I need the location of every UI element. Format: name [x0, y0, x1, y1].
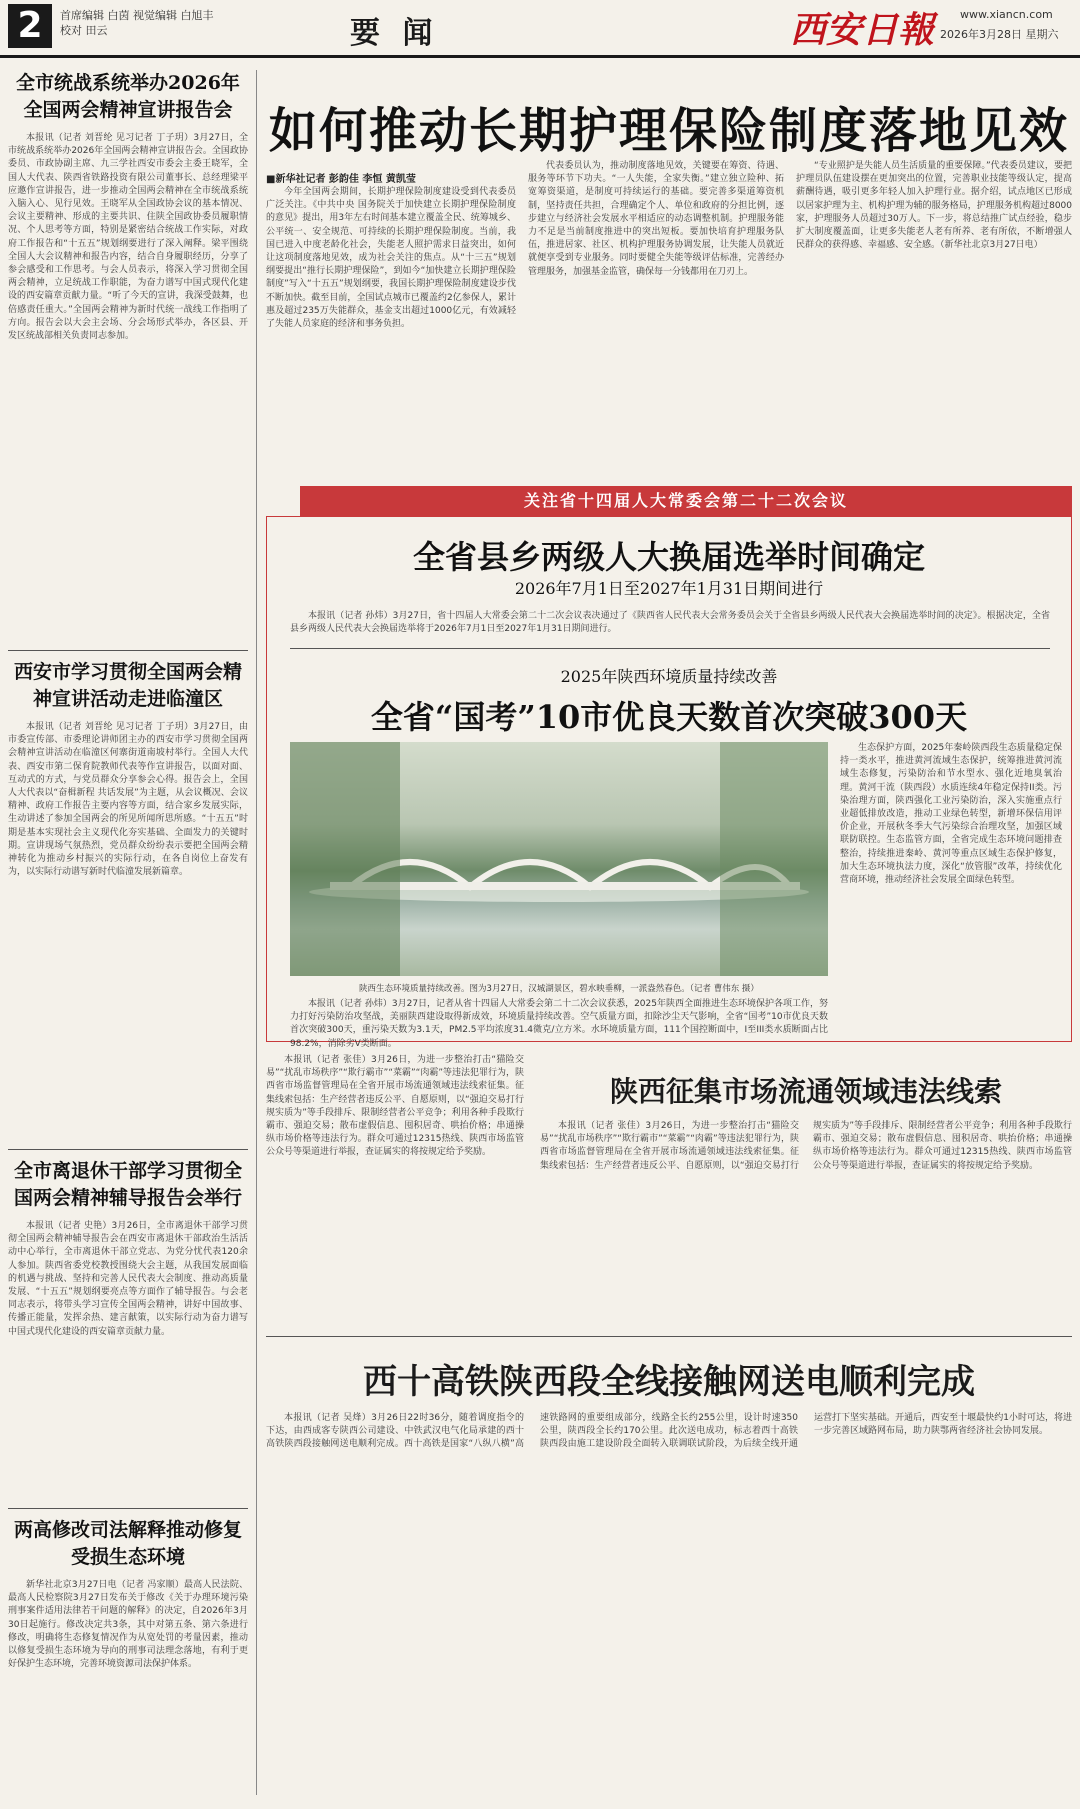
- divider: [290, 648, 1050, 649]
- lead-body-col1: [266, 186, 516, 476]
- article-title: 西安市学习贯彻全国两会精神宣讲活动走进临潼区: [13, 661, 242, 710]
- article-title: 全市离退休干部学习贯彻全国两会精神辅导报告会举行: [13, 1160, 242, 1209]
- divider: [8, 650, 248, 651]
- article-text: 本报讯（记者 刘晋纶 见习记者 丁子玥）3月27日，全市统战系统举办2026年全国两会精神宣讲报告会。全国政协委员、市政协副主席、九三学社西安市委会主委王晓军，全国人大代表、陕西省铁路投资有限公司董事长、总经理梁平应邀作宣讲报告，进一步推动全国两会精神在全市统战系统入脑入心、见行见效。王晓军从全国政协会议的基本情况、会议主要精神、形成的主要共识、住陕全国政协委员履职情况、个人思考等方面，特别是紧密结合统战工作实际，对政府工作报告和“十五五”规划纲要进行了深入阐释。梁平围绕全国人大会议精神和报告内容，结合自身履职经历，分享了参会感受和工作思考。与会人员表示，将深入学习贯彻全国两会精神，立足统战工作职能，为奋力谱写中国式现代化建设的西安篇章贡献力量。“听了今天的宣讲，我深受鼓舞，也倍感责任重大。”全国两会精神为新时代统一战线工作指明了方向。报告会以大会主会场、分会场形式举办，各区县、开发区统战部相关负责同志参加。: [8, 133, 248, 342]
- market-headline: 陕西征集市场流通领域违法线索: [609, 1075, 1002, 1108]
- proof-line: 校对 田云: [60, 24, 108, 37]
- feature-banner: 关注省十四届人大常委会第二十二次会议: [300, 486, 1072, 516]
- article-body: [8, 1579, 248, 1809]
- article-body: [8, 721, 248, 1141]
- lead-body-col3: [796, 160, 1072, 476]
- rail-body: [266, 1412, 1072, 1795]
- feature-subtitle-1: 2026年7月1日至2027年1月31日期间进行: [514, 579, 824, 598]
- article-text: 本报讯（记者 孙炜）3月27日，记者从省十四届人大常委会第二十二次会议获悉，2025年陕西全面推进生态环境保护各项工作，努力打好污染防治攻坚战，美丽陕西建设取得新成效，环境质量持续改善。空气质量方面，扣除沙尘天气影响，全省“国考”10市优良天数首次突破300天，重污染天数为3.1天，PM2.5平均浓度31.4微克/立方米。水环境质量方面，111个国控断面中，I至III类水质断面占比98.2%，消除劣V类断面。: [290, 999, 828, 1049]
- newspaper-logo: 西安日報: [790, 9, 935, 51]
- issue-date: 2026年3月28日 星期六: [940, 28, 1059, 41]
- lead-byline: ■新华社记者 彭韵佳 李恒 黄凯莹: [266, 174, 416, 185]
- rail-headline: 西十高铁陕西段全线接触网送电顺利完成: [363, 1362, 975, 1402]
- article-text: 今年全国两会期间，长期护理保险制度建设受到代表委员广泛关注。《中共中央 国务院关于加快建立长期护理保险制度的意见》提出，用3年左右时间基本建立覆盖全民、统筹城乡、公平统一、安全规范、可持续的长期护理保险制度。当前，我国已进入中度老龄化社会，失能老人照护需求日益突出，如何让这项制度落地见效，成为社会关注的焦点。从“十三五”规划纲要提出“推行长期护理保险”，到如今“加快建立长期护理保险制度”写入“十五五”规划纲要，我国长期护理保险制度建设步伐不断加快。截至目前，全国试点城市已覆盖约2亿参保人，累计惠及超过235万失能群众，基金支出超过1000亿元，有效减轻了失能人员家庭的经济和事务负担。: [266, 187, 516, 330]
- article-title: 全市统战系统举办2026年全国两会精神宣讲报告会: [16, 72, 240, 121]
- photo-caption: 陕西生态环境质量持续改善。图为3月27日，汉城湖景区，碧水映垂柳，一派盎然春色。（记者 曹伟东 摄）: [359, 984, 759, 994]
- feature-body-2-right: [840, 742, 1062, 1038]
- website: www.xiancn.com: [960, 8, 1053, 21]
- divider: [8, 1149, 248, 1150]
- article-text: 本报讯（记者 史艳）3月26日，全市离退休干部学习贯彻全国两会精神辅导报告会在西安市离退休干部政治生活活动中心举行，全市离退休干部立党志、为党分忧代表120余人参加。陕西省委党校教授围绕大会主题，从我国发展面临的机遇与挑战、坚持和完善人民代表大会制度、推动高质量发展、“十五五”规划纲要亮点等方面作了辅导报告。与会老同志表示，将带头学习宣传全国两会精神，讲好中国故事、传播正能量，发挥余热、建言献策，以实际行动为奋力谱写中国式现代化建设的西安篇章贡献力量。: [8, 1221, 248, 1337]
- feature-body-1: [290, 610, 1050, 638]
- divider: [266, 1336, 1072, 1337]
- divider: [8, 1508, 248, 1509]
- lead-body-col2: [528, 160, 784, 476]
- feature-kicker-2: 2025年陕西环境质量持续改善: [560, 667, 778, 686]
- article-text: 生态保护方面，2025年秦岭陕西段生态质量稳定保持一类水平，推进黄河流域生态保护，统筹推进黄河流域生态修复，污染防治和节水型水、强化近地臭氧治理。黄河干流（陕西段）水质连续4年稳定保持II类。污染治理方面，陕西强化工业污染防治，深入实施重点行业超低排放改造，推动工业绿色转型，新增环保信用评价企业，开展秋冬季大气污染综合治理攻坚，加强区域联防联控。生态监管方面，全省完成生态环境问题排查整治，持续推进秦岭、黄河等重点区域生态保护修复，加大生态环境执法力度，深化“放管服”改革，持续优化营商环境，推动经济社会发展全面绿色转型。: [840, 743, 1062, 886]
- article-text: 本报讯（记者 刘晋纶 见习记者 丁子玥）3月27日，由市委宣传部、市委理论讲师团主办的西安市学习贯彻全国两会精神宣讲活动在临潼区何寨街道南坡村举行。全国人大代表、西安市第二保育院教师代表等作宣讲报告，以面对面、互动式的方式，与党员群众分享参会心得。报告会上，全国人大代表以“奋楫新程 共话发展”为主题，从会议概况、会议精神、政府工作报告主要内容等方面，结合家乡发展实际，生动讲述了参加全国两会的所见所闻所思所感。“十五五”时期是基本实现社会主义现代化夯实基础、全面发力的关键时期。宣讲现场气氛热烈，党员群众纷纷表示要把全国两会精神转化为推动乡村振兴的实际行动，在各自岗位上奋发有为，以实际行动谱写新时代临潼发展新篇章。: [8, 722, 248, 878]
- market-body-lead: [266, 1054, 524, 1322]
- feature-body-2-left: [290, 998, 828, 1049]
- feature-title-2: 全省“国考”10市优良天数首次突破300天: [370, 698, 968, 736]
- article-title: 两高修改司法解释推动修复受损生态环境: [13, 1519, 242, 1568]
- lake-bridge-photo: [290, 742, 828, 976]
- article-body: [8, 132, 248, 642]
- column-rule: [256, 70, 257, 1795]
- editor-credits: [60, 8, 214, 38]
- photo-illustration: [290, 742, 828, 976]
- editor-line: 首席编辑 白茵 视觉编辑 白旭丰: [60, 9, 214, 22]
- market-body-cols: [540, 1120, 1072, 1320]
- article-text: 本报讯（记者 吴烽）3月26日22时36分，随着调度指令的下达，由西成客专陕西公司建设、中铁武汉电气化局承建的西十高铁陕西段接触网送电顺利完成。西十高铁是国家“八纵八横”高速铁路网的重要组成部分，线路全长约255公里，设计时速350公里，陕西段全长约170公里。此次送电成功，标志着西十高铁陕西段由施工建设阶段全面转入联调联试阶段，为后续全线开通运营打下坚实基础。开通后，西安至十堰最快约1小时可达，将进一步完善区域路网布局，助力陕鄂两省经济社会协同发展。: [266, 1413, 1072, 1450]
- article-body: [8, 1220, 248, 1500]
- article-text: 代表委员认为，推动制度落地见效，关键要在筹资、待遇、服务等环节下功夫。“一人失能，全家失衡。”建立独立险种、拓宽筹资渠道，是制度可持续运行的基础。要完善多渠道筹资机制，坚持责任共担，合理确定个人、单位和政府的分担比例，逐步建立与经济社会发展水平相适应的动态调整机制。护理服务能力不足是当前制度推进中的突出短板。要加快培育护理服务队伍，推进居家、社区、机构护理服务协调发展，让失能人员就近就便享受到专业服务。同时要健全失能等级评估标准，完善经办管理服务，加强基金监管，确保每一分钱都用在刀刃上。: [528, 161, 784, 277]
- article-text: 本报讯（记者 张佳）3月26日，为进一步整治打击“猫险交易”“扰乱市场秩序”“欺行霸市”“菜霸”“肉霸”等违法犯罪行为，陕西省市场监督管理局在全省开展市场流通领域违法线索征集。征集线索包括：生产经营者违反公平、自愿原则，以“强迫交易打行规实质为”等手段排斥、限制经营者公平竞争；利用各种手段欺行霸市、强迫交易；散布虚假信息、囤积居奇、哄抬价格；串通操纵市场价格等违法行为。群众可通过12315热线、陕西市场监管公众号等渠道进行举报，查证属实的将按规定给予奖励。: [266, 1055, 524, 1158]
- section-name: 要 闻: [350, 16, 439, 51]
- article-text: “专业照护是失能人员生活质量的重要保障。”代表委员建议，要把护理员队伍建设摆在更加突出的位置，完善职业技能等级认定，提高薪酬待遇，吸引更多年轻人加入护理行业。据介绍，试点地区已形成以居家护理为主、机构护理为辅的服务格局，护理服务机构超过8000家，护理服务人员超过30万人。下一步，将总结推广试点经验，稳步扩大制度覆盖面，让更多失能老人老有所养、老有所依，不断增强人民群众的获得感、幸福感、安全感。（新华社北京3月27日电）: [796, 161, 1072, 251]
- lead-headline: 如何推动长期护理保险制度落地见效: [268, 103, 1069, 159]
- left-column: [8, 70, 248, 1795]
- page-number: 2: [8, 4, 52, 48]
- article-text: 新华社北京3月27日电（记者 冯家顺）最高人民法院、最高人民检察院3月27日发布关于修改《关于办理环境污染刑事案件适用法律若干问题的解释》的决定，自2026年3月30日起施行。修改决定共3条，其中对第五条、第六条进行修改，明确将生态修复情况作为从宽处罚的考量因素，推动以修复受损生态环境为导向的刑事司法理念落地，有利于更好保护生态环境，完善环境资源司法保护体系。: [8, 1580, 248, 1670]
- article-text: 本报讯（记者 孙炜）3月27日，省十四届人大常委会第二十二次会议表决通过了《陕西省人民代表大会常务委员会关于全省县乡两级人民代表大会换届选举时间的决定》。根据决定，全省县乡两级人民代表大会换届选举将于2026年7月1日至2027年1月31日期间进行。: [290, 611, 1050, 635]
- article-text: 本报讯（记者 张佳）3月26日，为进一步整治打击“猫险交易”“扰乱市场秩序”“欺行霸市”“菜霸”“肉霸”等违法犯罪行为，陕西省市场监督管理局在全省开展市场流通领域违法线索征集。征集线索包括：生产经营者违反公平、自愿原则，以“强迫交易打行规实质为”等手段排斥、限制经营者公平竞争；利用各种手段欺行霸市、强迫交易；散布虚假信息、囤积居奇、哄抬价格；串通操纵市场价格等违法行为。群众可通过12315热线、陕西市场监管公众号等渠道进行举报，查证属实的将按规定给予奖励。: [540, 1121, 1072, 1171]
- masthead: [0, 0, 1080, 58]
- feature-title-1: 全省县乡两级人大换届选举时间确定: [412, 538, 925, 576]
